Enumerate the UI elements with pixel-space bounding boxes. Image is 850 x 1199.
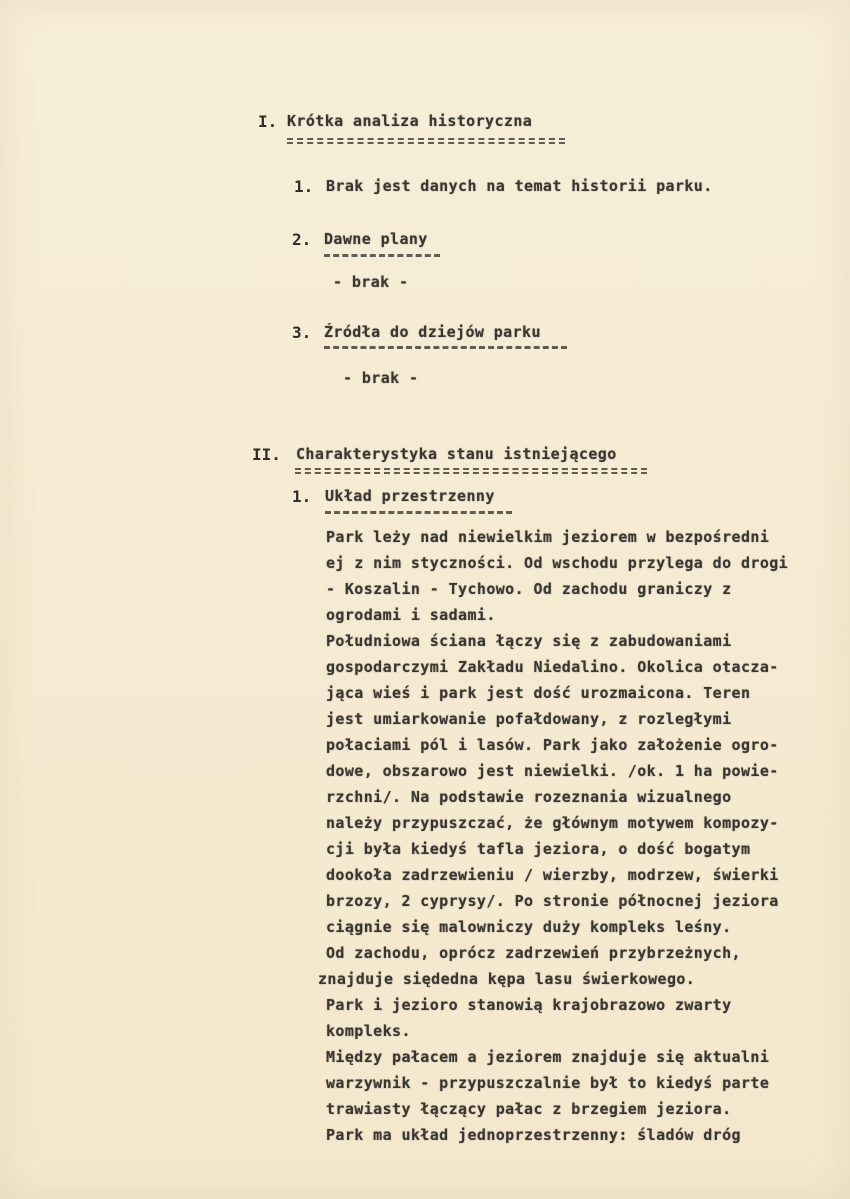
body-line: jąca wieś i park jest dość urozmaicona. Teren xyxy=(326,684,751,702)
body-line: ciągnie się malowniczy duży kompleks leśny. xyxy=(326,918,732,936)
section1-item1-number: 1. xyxy=(294,177,314,196)
body-line: ogrodami i sadami. xyxy=(326,606,496,624)
section1-item2-number: 2. xyxy=(292,230,312,249)
body-line: dookoła zadrzewieniu / wierzby, modrzew, świerki xyxy=(326,866,779,884)
section1-item2-title: Dawne plany xyxy=(324,230,428,248)
body-line: dowe, obszarowo jest niewielki. /ok. 1 ha powie- xyxy=(326,762,779,780)
body-line: Południowa ściana łączy się z zabudowaniami xyxy=(326,632,732,650)
body-line: ej z nim styczności. Od wschodu przylega do drogi xyxy=(326,554,789,572)
section1-item3-number: 3. xyxy=(292,323,312,342)
section2-item1-title: Układ przestrzenny xyxy=(325,487,495,505)
section2-title-underline xyxy=(295,468,647,474)
section1-item3-underline xyxy=(324,346,567,349)
body-line: warzywnik - przypuszczalnie był to kiedyś parte xyxy=(326,1074,770,1092)
section1-item3-title: Źródła do dziejów parku xyxy=(324,323,541,341)
section2-item1-number: 1. xyxy=(292,487,312,506)
body-line: gospodarczymi Zakładu Niedalino. Okolica otacza- xyxy=(326,658,779,676)
section1-item1-text: Brak jest danych na temat historii parku. xyxy=(326,177,713,195)
section1-number: I. xyxy=(258,112,278,131)
section1-title: Krótka analiza historyczna xyxy=(287,112,533,130)
body-line: cji była kiedyś tafla jeziora, o dość bogatym xyxy=(326,840,751,858)
body-line: Park ma układ jednoprzestrzenny: śladów dróg xyxy=(326,1126,741,1144)
body-line: kompleks. xyxy=(326,1022,411,1040)
section2-item1-underline xyxy=(325,511,512,514)
body-line: Od zachodu, oprócz zadrzewień przybrzeżnych, xyxy=(326,944,741,962)
body-line: połaciami pól i lasów. Park jako założenie ogro- xyxy=(326,736,779,754)
section1-item3-note: - brak - xyxy=(343,369,419,387)
body-line: rzchni/. Na podstawie rozeznania wizualnego xyxy=(326,788,732,806)
body-line: - Koszalin - Tychowo. Od zachodu graniczy z xyxy=(326,580,732,598)
body-line: Między pałacem a jeziorem znajduje się aktualni xyxy=(326,1048,770,1066)
section1-item2-note: - brak - xyxy=(333,273,409,291)
body-line: znajduje siędedna kępa lasu świerkowego. xyxy=(318,970,696,988)
section1-title-underline xyxy=(287,138,565,144)
body-line: jest umiarkowanie pofałdowany, z rozległymi xyxy=(326,710,732,728)
body-line: Park i jezioro stanowią krajobrazowo zwarty xyxy=(326,996,732,1014)
body-line: należy przypuszczać, że głównym motywem kompozy- xyxy=(326,814,779,832)
body-line: trawiasty łączący pałac z brzegiem jeziora. xyxy=(326,1100,732,1118)
body-line: brzozy, 2 cyprysy/. Po stronie północnej jeziora xyxy=(326,892,779,910)
section2-title: Charakterystyka stanu istniejącego xyxy=(296,445,617,463)
section2-number: II. xyxy=(252,445,281,464)
body-line: Park leży nad niewielkim jeziorem w bezpośredni xyxy=(326,528,770,546)
section1-item2-underline xyxy=(324,254,440,257)
